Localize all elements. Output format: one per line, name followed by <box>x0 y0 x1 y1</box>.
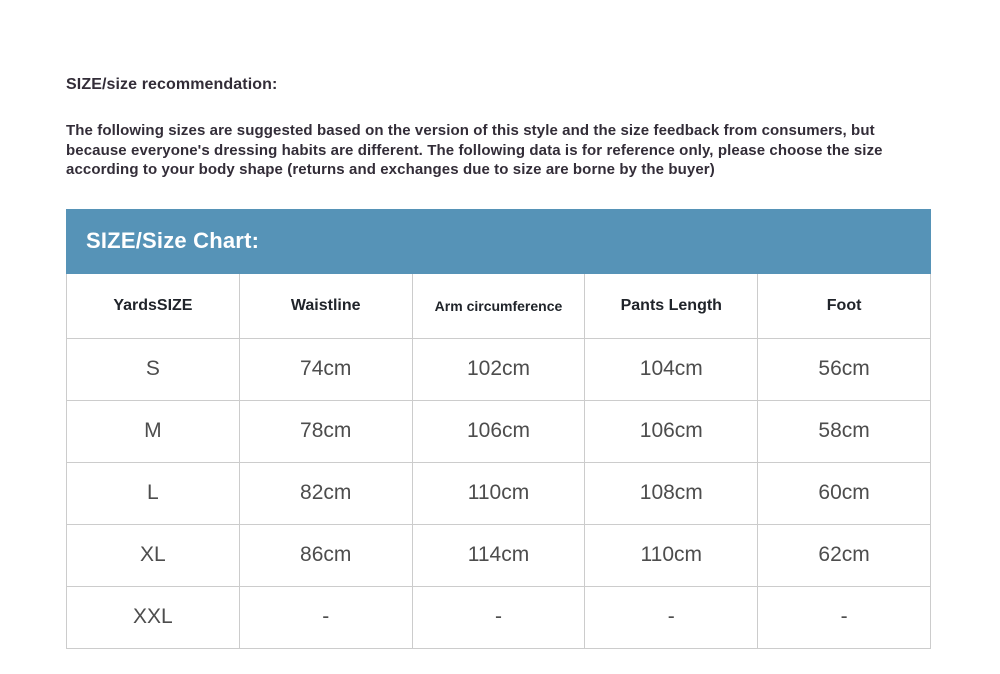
size-label: XL <box>67 524 240 586</box>
pants-length-value: - <box>585 586 758 648</box>
column-header-pants-length: Pants Length <box>585 274 758 339</box>
size-label: L <box>67 462 240 524</box>
foot-value: 60cm <box>758 462 931 524</box>
arm-circumference-value: 106cm <box>412 400 585 462</box>
column-header-arm-circumference: Arm circumference <box>412 274 585 339</box>
size-table-header-row <box>67 274 931 339</box>
size-recommendation-heading: SIZE/size recommendation: <box>66 76 278 93</box>
content-area <box>66 76 934 649</box>
arm-circumference-value: 110cm <box>412 462 585 524</box>
size-label: S <box>67 338 240 400</box>
table-row-xxl <box>67 586 931 648</box>
size-chart-title: SIZE/Size Chart: <box>86 228 260 253</box>
size-chart <box>66 209 931 649</box>
pants-length-value: 106cm <box>585 400 758 462</box>
waistline-value: 78cm <box>239 400 412 462</box>
size-recommendation-paragraph: The following sizes are suggested based on the version of this style and the size feedback from consumers, but because everyone's dressing habits are different. The following data is for reference only, please choose the size according to your body shape (returns and exchanges due to size are borne by the buyer) <box>66 122 883 178</box>
size-label: XXL <box>67 586 240 648</box>
size-label: M <box>67 400 240 462</box>
table-row-xl <box>67 524 931 586</box>
waistline-value: - <box>239 586 412 648</box>
column-header-waistline: Waistline <box>239 274 412 339</box>
column-header-foot: Foot <box>758 274 931 339</box>
size-table <box>66 274 931 649</box>
table-row-l <box>67 462 931 524</box>
waistline-value: 86cm <box>239 524 412 586</box>
table-row-m <box>67 400 931 462</box>
pants-length-value: 110cm <box>585 524 758 586</box>
pants-length-value: 104cm <box>585 338 758 400</box>
pants-length-value: 108cm <box>585 462 758 524</box>
foot-value: 58cm <box>758 400 931 462</box>
arm-circumference-value: - <box>412 586 585 648</box>
table-row-s <box>67 338 931 400</box>
foot-value: 56cm <box>758 338 931 400</box>
foot-value: 62cm <box>758 524 931 586</box>
foot-value: - <box>758 586 931 648</box>
waistline-value: 74cm <box>239 338 412 400</box>
arm-circumference-value: 102cm <box>412 338 585 400</box>
size-chart-title-bar <box>66 209 931 274</box>
waistline-value: 82cm <box>239 462 412 524</box>
column-header-yards-size: YardsSIZE <box>67 274 240 339</box>
arm-circumference-value: 114cm <box>412 524 585 586</box>
